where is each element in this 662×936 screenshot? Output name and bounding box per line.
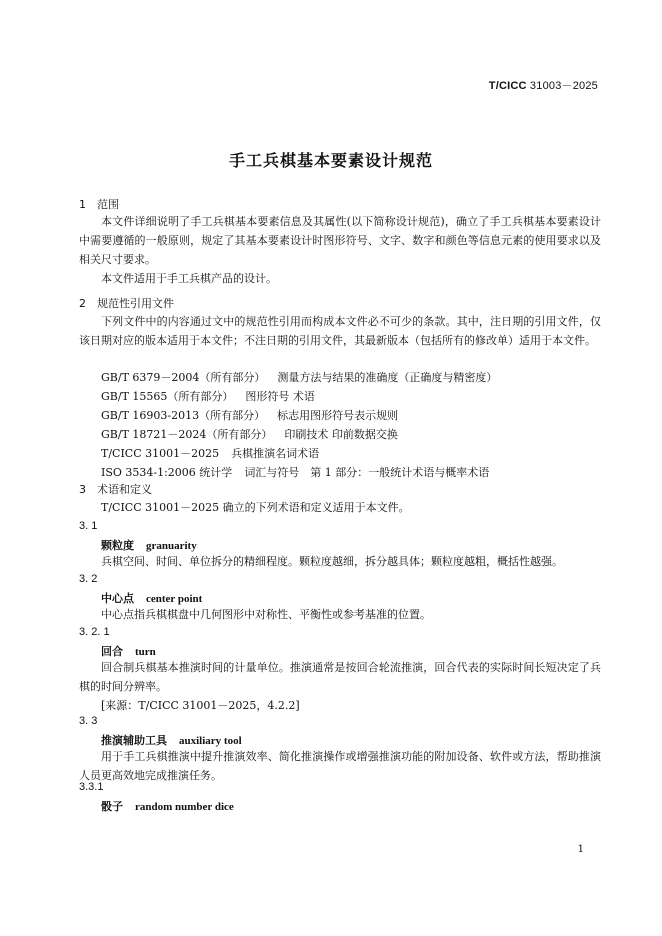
term-zh: 骰子	[101, 800, 123, 813]
section-title: 规范性引用文件	[97, 297, 174, 310]
term-definition: 兵棋空间、时间、单位拆分的精细程度。颗粒度越细，拆分越具体；颗粒度越粗，概括性越强。	[101, 555, 563, 568]
standard-code	[489, 77, 598, 93]
term-en: granuarity	[146, 540, 197, 552]
term-zh: 回合	[101, 645, 123, 658]
paragraph: 本文件适用于手工兵棋产品的设计。	[101, 272, 277, 285]
term-number: 3. 2	[79, 573, 98, 585]
section-number: 2	[79, 297, 86, 310]
reference-name: 图形符号 术语	[245, 390, 315, 403]
reference-name: 测量方法与结果的准确度（正确度与精密度）	[277, 371, 498, 384]
reference-name: 印刷技术 印前数据交换	[284, 428, 398, 441]
term-definition: 用于手工兵棋推演中提升推演效率、简化推演操作或增强推演功能的附加设备、软件或方法，帮助推演人员更高效地完成推演任务。	[79, 750, 601, 782]
reference-code: GB/T 6379－2004（所有部分）	[101, 371, 266, 384]
paragraph: 下列文件中的内容通过文中的规范性引用而构成本文件必不可少的条款。其中，注日期的引用文件，仅该日期对应的版本适用于本文件；不注日期的引用文件，其最新版本（包括所有的修改单）适用于本文件。	[79, 315, 601, 347]
section-heading	[79, 295, 174, 311]
term-heading	[101, 732, 242, 748]
reference-name: 词汇与符号 第 1 部分：一般统计术语与概率术语	[244, 466, 490, 479]
term-number: 3. 1	[79, 520, 98, 532]
term-number: 3. 3	[79, 715, 98, 727]
term-heading	[101, 798, 234, 814]
term-number: 3. 2. 1	[79, 626, 110, 638]
reference-code: GB/T 15565（所有部分）	[101, 390, 234, 403]
term-en: random number dice	[135, 801, 234, 813]
section-heading	[79, 481, 152, 497]
section-heading	[79, 196, 119, 212]
reference-item	[101, 445, 319, 461]
reference-name: 标志用图形符号表示规则	[277, 409, 399, 422]
term-definition: 回合制兵棋基本推演时间的计量单位。推演通常是按回合轮流推演，回合代表的实际时间长短决定了兵棋的时间分辨率。	[79, 661, 601, 693]
reference-item	[101, 369, 497, 385]
term-en: center point	[146, 593, 203, 605]
term-heading	[101, 537, 197, 553]
term-source: [来源：T/CICC 31001－2025，4.2.2]	[101, 699, 300, 712]
standard-code-prefix: T/CICC	[488, 80, 527, 92]
term-number: 3.3.1	[79, 781, 104, 793]
reference-code: GB/T 16903-2013（所有部分）	[101, 409, 266, 422]
reference-item	[101, 407, 398, 423]
reference-code: GB/T 18721－2024（所有部分）	[101, 428, 273, 441]
term-definition: 中心点指兵棋棋盘中几何图形中对称性、平衡性或参考基准的位置。	[101, 608, 431, 621]
reference-item	[101, 426, 398, 442]
section-number: 3	[79, 483, 86, 496]
document-title: 手工兵棋基本要素设计规范	[228, 151, 433, 170]
term-heading	[101, 590, 202, 606]
reference-name: 兵棋推演名词术语	[231, 447, 320, 460]
paragraph: 本文件详细说明了手工兵棋基本要素信息及其属性(以下简称设计规范)，确立了手工兵棋基本要素设计中需要遵循的一般原则，规定了其基本要素设计时图形符号、文字、数字和颜色等信息元素的使用要求以及相关尺寸要求。	[79, 215, 601, 266]
term-zh: 中心点	[101, 592, 134, 605]
term-zh: 推演辅助工具	[101, 734, 167, 747]
section-number: 1	[79, 198, 86, 211]
term-zh: 颗粒度	[101, 539, 134, 552]
term-en: turn	[135, 646, 156, 658]
reference-item	[101, 464, 489, 480]
section-title: 范围	[97, 198, 119, 211]
term-en: auxiliary tool	[179, 735, 242, 747]
page-number: 1	[577, 844, 584, 855]
reference-code: ISO 3534-1:2006 统计学	[101, 466, 233, 479]
paragraph: T/CICC 31001－2025 确立的下列术语和定义适用于本文件。	[101, 501, 410, 514]
standard-code-number: 31003－2025	[526, 80, 598, 92]
reference-item	[101, 388, 315, 404]
term-heading	[101, 643, 156, 659]
reference-code: T/CICC 31001－2025	[101, 447, 220, 460]
section-title: 术语和定义	[97, 483, 152, 496]
